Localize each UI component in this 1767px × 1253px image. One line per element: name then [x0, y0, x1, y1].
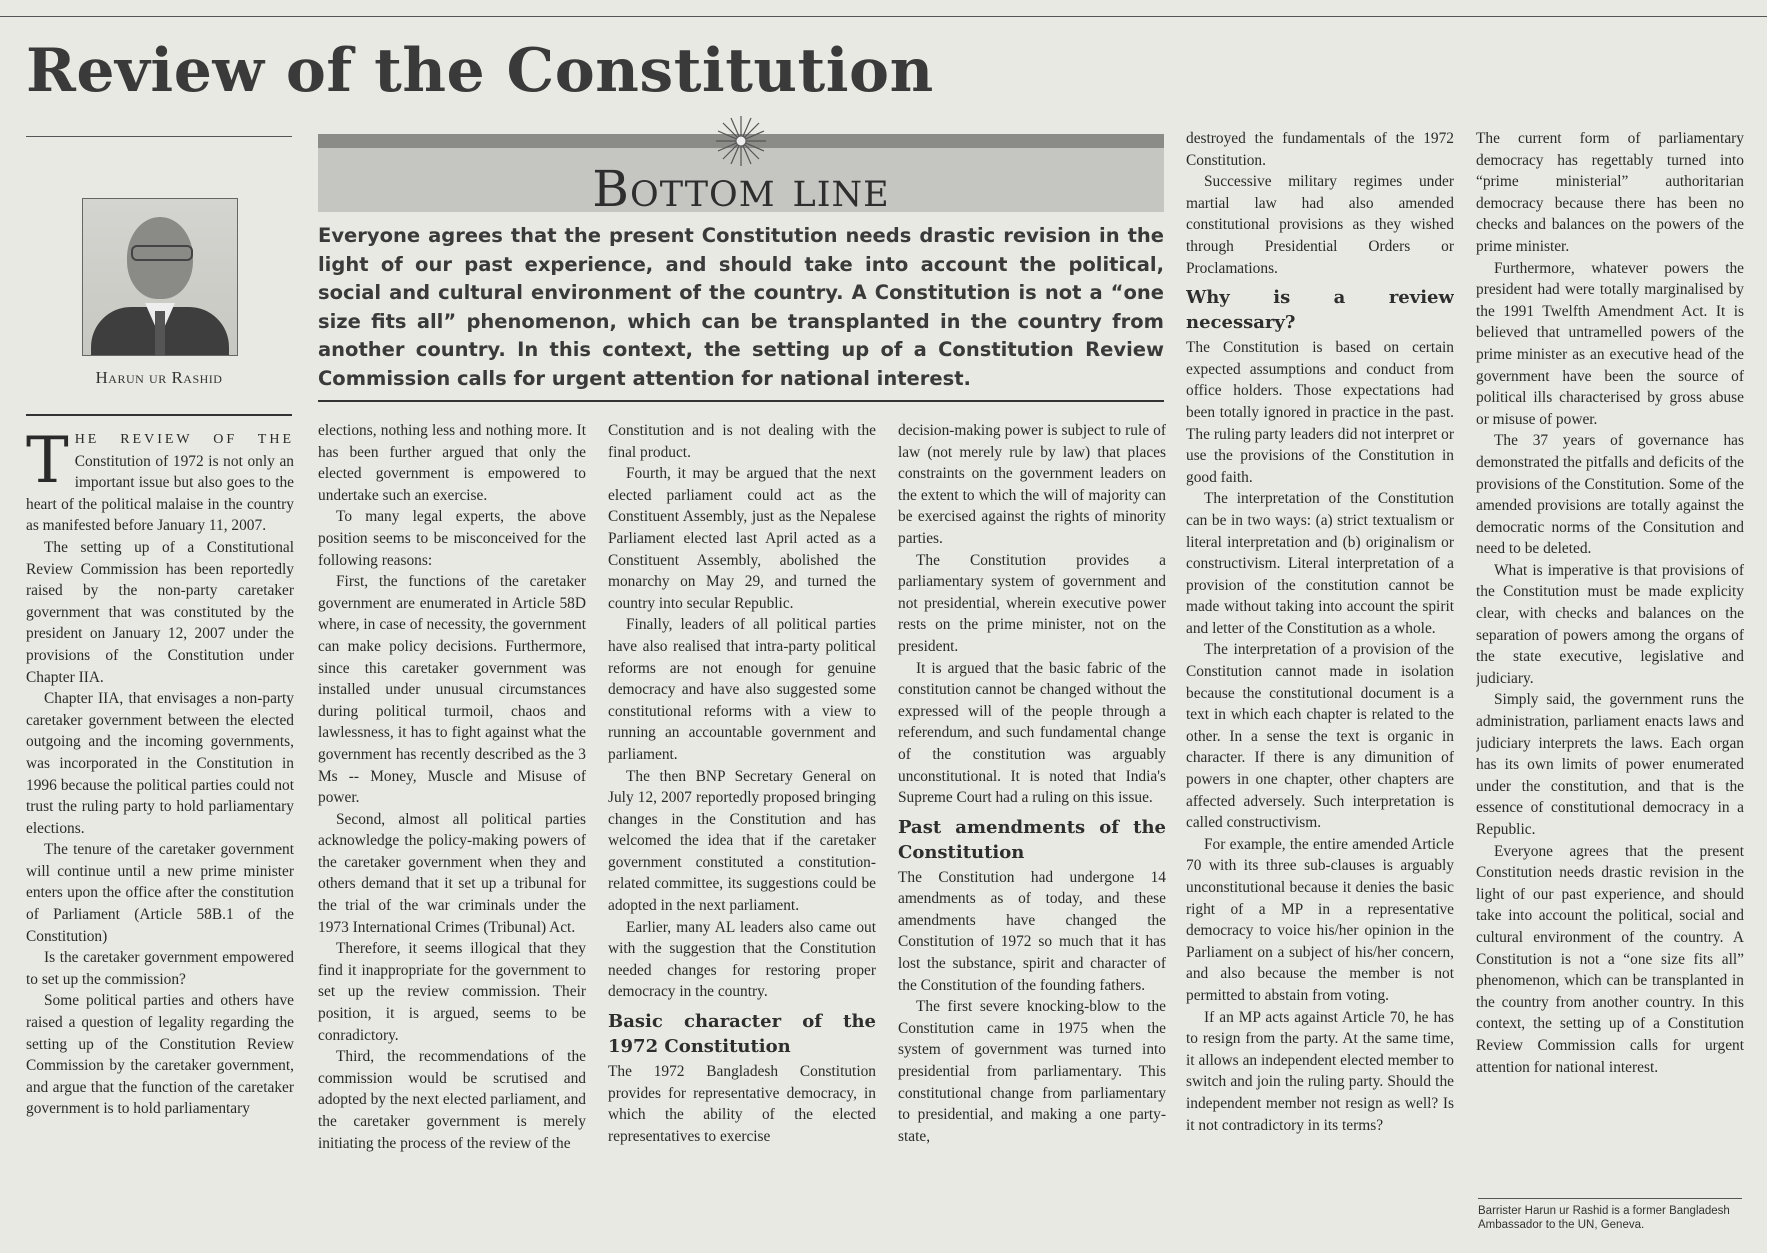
column-4: [898, 420, 1166, 1250]
paragraph: It is argued that the basic fabric of the constitution cannot be changed without the expressed will of the people through a referendum, and such fundamental change of the constitution was arguably unconstitutional. It is noted that India's Supreme Court had a ruling on this issue.: [898, 659, 1166, 807]
paragraph: The interpretation of the Constitution can be in two ways: (a) strict textualism or literal interpretation and (b) originalism or constructivism. Literal interpretation of a provision of the constitution cannot be made without taking into account the spirit and letter of the Constitution as a whole.: [1186, 490, 1454, 637]
paragraph: Simply said, the government runs the administration, parliament enacts laws and judiciary interprets the laws. Each organ has its own limits of power enumerated under the constitution, and that is the essence of constitutional democracy in a Republic.: [1476, 691, 1744, 838]
paragraph: Constitution and is not dealing with the final product.: [608, 422, 876, 461]
paragraph: Third, the recommendations of the commission would be scrutised and adopted by the next elected parliament, and the caretaker government is merely initiating the process of the review of the: [318, 1048, 586, 1152]
bottom-line-rule: [318, 400, 1164, 402]
paragraph: The tenure of the caretaker government will continue until a new prime minister enters upon the office after the constitution of Parliament (Article 58B.1 of the Constitution): [26, 841, 294, 945]
paragraph: Therefore, it seems illogical that they find it inappropriate for the government to set up the review commission. Their position, it is argued, seems to be conradictory.: [318, 940, 586, 1044]
author-rule: [26, 414, 292, 416]
paragraph: Is the caretaker government empowered to set up the commission?: [26, 949, 294, 988]
paragraph: elections, nothing less and nothing more. It has been further argued that only the elected government is empowered to undertake such an exercise.: [318, 422, 586, 504]
bottom-line-panel: [318, 114, 1164, 404]
paragraph: The current form of parliamentary democracy has regettably turned into “prime ministerial” authoritarian democracy because there has been no checks and balances on the powers of the prime minister.: [1476, 130, 1744, 255]
column-2: [318, 420, 586, 1250]
subheading: Basic character of the 1972 Constitution: [608, 1011, 876, 1058]
paragraph: Earlier, many AL leaders also came out with the suggestion that the Constitution needed changes for restoring proper democracy in the country.: [608, 918, 876, 1001]
column-3: [608, 420, 876, 1250]
paragraph: Second, almost all political parties acknowledge the policy-making powers of the caretaker government when they and others demand that it set up a tribunal for the trial of the war criminals under the 1973 International Crimes (Tribunal) Act.: [318, 810, 586, 936]
paragraph: destroyed the fundamentals of the 1972 Constitution.: [1186, 130, 1454, 169]
paragraph: decision-making power is subject to rule of law (not merely rule by law) that places constraints on the government leaders on the extent to which the will of majority can be exercised against the rights of minority parties.: [898, 422, 1166, 547]
paragraph: The Constitution is based on certain expected assumptions and conduct from office holders. Those expectations had been totally ignored in practice in the past. The ruling party leaders did not interpret or use the provisions of the Constitution in good faith.: [1186, 339, 1454, 486]
paragraph: The Constitution provides a parliamentary system of government and not presidential, wherein executive power rests on the prime minister, not on the president.: [898, 551, 1166, 655]
author-portrait: [82, 198, 238, 356]
intro-summary: Everyone agrees that the present Constitution needs drastic revision in the light of our past experience, and should take into account the political, social and cultural environment of the country. A Constitution is not a “one size fits all” phenomenon, which can be transplanted in the country from another country. In this context, the setting up of a Constitution Review Commission calls for urgent attention for national interest.: [318, 224, 1164, 390]
paragraph: Some political parties and others have raised a question of legality regarding the setting up of the Constitution Review Commission by the caretaker government, and argue that the function of the caretaker government is to hold parliamentary: [26, 992, 294, 1118]
footnote-rule: [1478, 1198, 1742, 1199]
paragraph: The 1972 Bangladesh Constitution provides for representative democracy, in which the ability of the elected representatives to exercise: [608, 1063, 876, 1145]
paragraph: What is imperative is that provisions of the Constitution must be made explicity clear, with checks and balances on the separation of powers among the organs of the state executive, legislative and judiciary.: [1476, 561, 1744, 687]
paragraph: [26, 428, 294, 537]
subheading: Why is a review necessary?: [1186, 287, 1454, 334]
drop-cap: T: [26, 428, 69, 498]
column-1: [26, 428, 294, 1250]
paragraph: Successive military regimes under martial law had also amended constitutional provisions as they wished through Presidential Orders or Proclamations.: [1186, 173, 1454, 277]
paragraph: The setting up of a Constitutional Review Commission has been reportedly raised by the non-party caretaker government that was constituted by the president on January 12, 2007 under the provisions of the Constitution under Chapter IIA.: [26, 538, 294, 686]
paragraph: For example, the entire amended Article 70 with its three sub-clauses is arguably unconstitutional because it denies the basic right of a MP in a representative democracy to voice his/her opinion in the Parliament on a subject of his/her concern, and also because the member is not permitted to abstain from voting.: [1186, 835, 1454, 1004]
author-footnote: Barrister Harun ur Rashid is a former Bangladesh Ambassador to the UN, Geneva.: [1478, 1205, 1730, 1231]
paragraph: Finally, leaders of all political parties have also realised that intra-party political reforms are not enough for genuine democracy and have also suggested some constitutional reforms with a view to running an accountable government and parliament.: [608, 616, 876, 763]
paragraph: The 37 years of governance has demonstrated the pitfalls and deficits of the provisions of the Constitution. Some of the amended provisions are totally against the democratic norms of the Consitution and need to be deleted.: [1476, 432, 1744, 558]
column-5: [1186, 128, 1454, 1250]
paragraph: First, the functions of the caretaker government are enumerated in Article 58D where, in case of necessity, the government can make policy decisions. Furthermore, since this caretaker government was installed under unusual circumstances during political turmoil, chaos and lawlessness, it has to fight against what the government has recently described as the 3 Ms -- Money, Muscle and Misuse of power.: [318, 573, 586, 807]
headline: Review of the Constitution: [26, 36, 934, 106]
paragraph: To many legal experts, the above position seems to be misconceived for the following reasons:: [318, 508, 586, 569]
author-rule: [26, 136, 292, 137]
paragraph: Furthermore, whatever powers the president had were totally marginalised by the 1991 Twelfth Amendment Act. It is believed that untramelled powers of the prime minister as an executive head of the government have been the source of political ills characterised by gross abuse or misuse of power.: [1476, 259, 1744, 428]
author-box: [26, 136, 292, 416]
paragraph-text: Constitution of 1972 is not only an important issue but also goes to the heart of the political malaise in the country as manifested before January 11, 2007.: [26, 452, 294, 535]
subheading: Past amendments of the Constitution: [898, 816, 1166, 863]
lead-in: HE REVIEW OF THE: [74, 432, 294, 447]
column-6: [1476, 128, 1744, 1194]
top-rule: [0, 16, 1767, 17]
paragraph: If an MP acts against Article 70, he has to resign from the party. At the same time, it allows an independent elected member to switch and join the ruling party. Should the independent member not resign as well? Is it not contradictory in its terms?: [1186, 1008, 1454, 1134]
paragraph: The then BNP Secretary General on July 12, 2007 reportedly proposed bringing changes in the Constitution and has welcomed the idea that if the caretaker government constituted a constitution-related committee, its suggestions could be adopted in the next parliament.: [608, 767, 876, 915]
bottom-line-title: Bottom line: [592, 160, 890, 218]
paragraph: The interpretation of a provision of the Constitution cannot made in isolation because the constitutional document is a text in which each chapter is related to the other. In a sense the text is organic in character. If there is any dimunition of powers in one chapter, other chapters are affected adversely. Such interpretation is called constructivism.: [1186, 641, 1454, 832]
paragraph: The Constitution had undergone 14 amendments as of today, and these amendments have changed the Constitution of 1972 so much that it has lost the substance, spirit and character of the Constitution of the founding fathers.: [898, 868, 1166, 994]
paragraph: Chapter IIA, that envisages a non-party caretaker government between the elected outgoing and the incoming governments, was incorporated in the Constitution in 1996 because the political parties could not trust the ruling party to hold parliamentary elections.: [26, 690, 294, 837]
author-name: Harun ur Rashid: [95, 368, 223, 387]
paragraph: Fourth, it may be argued that the next elected parliament could act as the Constituent Assembly, just as the Nepalese Parliament elected last April acted as a Constituent Assembly, abolished the monarchy on May 29, and turned the country into secular Republic.: [608, 465, 876, 612]
paragraph: Everyone agrees that the present Constitution needs drastic revision in the light of our past experience, and should take into account the political, social and cultural environment of the country. A Constitution is not a “one size fits all” phenomenon, which can be transplanted in the country from another country. In this context, the setting up of a Constitution Review Commission calls for urgent attention for national interest.: [1476, 842, 1744, 1076]
paragraph: The first severe knocking-blow to the Constitution came in 1975 when the system of government was turned into presidential from parliamentary. This constitutional change from parliamentary to presidential, and making a one party-state,: [898, 998, 1166, 1145]
